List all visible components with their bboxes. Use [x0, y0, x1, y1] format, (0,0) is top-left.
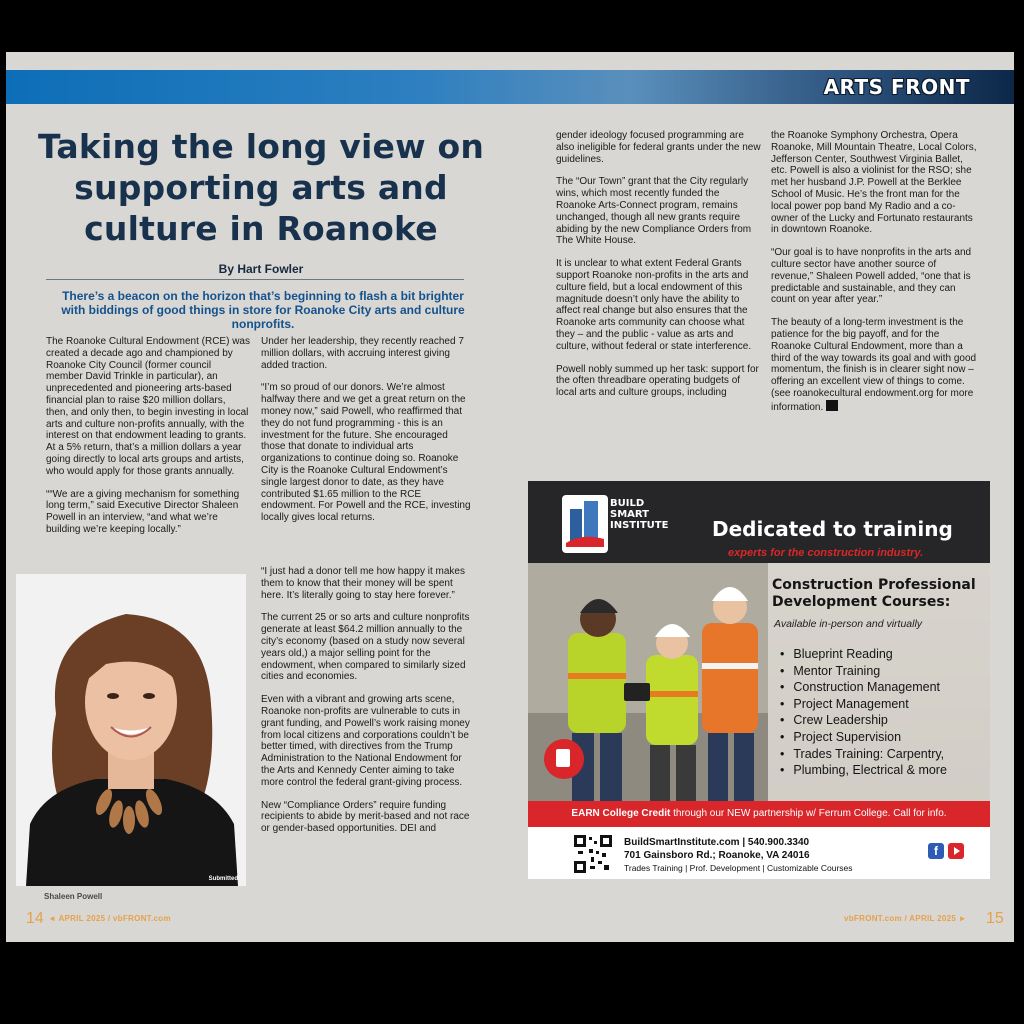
paragraph: Even with a vibrant and growing arts scene, Roanoke non-profits are vulnerable to cuts in grant funding, and Powell’s work raising money from local citizens and corporations couldn’t be better timed, with directives from the Trump Administration to the National Endowment for the Arts and Kennedy Center aiming to take more control the federal grant-giving process. [261, 694, 470, 788]
section-label: ARTS FRONT [823, 75, 970, 99]
course-item: • Construction Management [780, 679, 947, 696]
ad-services: Trades Training | Prof. Development | Customizable Courses [624, 863, 853, 873]
paragraph: It is unclear to what extent Federal Grants support Roanoke non-profits in the arts and culture field, but a local endowment of this magnitude doesn’t only have the ability to affect real change but also ensures that the Roanoke arts community can choose what they – and the public - value as arts and culture, without federal or state interference. [556, 258, 752, 352]
logo-line: BUILD [610, 498, 645, 509]
banner-bold: EARN College Credit [571, 808, 671, 819]
paragraph: The “Our Town” grant that the City regularly wins, which most recently funded the Roanoke Arts-Connect program, remains unchanged, though all new grants require abiding by the new Compliance Orders from The White House. [556, 176, 752, 247]
logo-line: SMART [610, 509, 649, 520]
magazine-spread [6, 52, 1014, 942]
article-column-2-bottom [261, 566, 471, 846]
course-item: • Mentor Training [780, 663, 947, 680]
course-list [780, 646, 947, 779]
youtube-icon[interactable] [948, 843, 964, 859]
right-folio: vbFRONT.com / APRIL 2025 ► [844, 914, 967, 923]
paragraph: “I’m so proud of our donors. We’re almost halfway there and we get a great return on the money now,” said Powell, who reaffirmed that they do not fund programming - this is an investment for the future. She encouraged those that donate to individual arts organizations to continue doing so. Roanoke City is the Roanoke Cultural Endowment’s single largest donor to date, as they have contributed $1.65 million to the RCE endowment. For Powell and the RCE, investing locally gives local returns. [261, 382, 471, 524]
ad-subhead: experts for the construction industry. [728, 547, 924, 559]
right-page-number: 15 [986, 910, 1004, 927]
article-column-2-top [261, 336, 471, 535]
build-smart-logo [562, 495, 680, 553]
ad-headline: Dedicated to training [712, 517, 953, 541]
left-folio: ◄ APRIL 2025 / vbFRONT.com [48, 914, 171, 923]
course-item: • Project Management [780, 696, 947, 713]
ad-course-note: Available in-person and virtually [774, 618, 923, 630]
photo-credit: Submitted [208, 876, 238, 882]
qr-code-icon [574, 835, 612, 873]
ad-course-title: Construction Professional Development Courses: [772, 577, 976, 610]
article-column-3 [556, 130, 761, 410]
paragraph: Powell nobly summed up her task: support for the often threadbare operating budgets of local arts and culture groups, including [556, 363, 759, 399]
article-column-4 [771, 130, 979, 425]
banner-text: through our NEW partnership w/ Ferrum College. Call for info. [670, 808, 947, 819]
paragraph: New “Compliance Orders” require funding recipients to abide by merit-based and not race or gender-based opportunities. DEI and [261, 799, 470, 835]
ad-website[interactable]: BuildSmartInstitute.com | 540.900.3340 [624, 837, 810, 848]
ad-credit-banner [528, 801, 990, 827]
ad-contact-info [624, 836, 853, 875]
paragraph [771, 317, 979, 413]
paragraph: the Roanoke Symphony Orchestra, Opera Roanoke, Mill Mountain Theatre, Local Colors, Jefferson Center, Southwest Virginia Ballet, etc. Powell is also a violinist for the RSO; she met her husband J.P. Powell at the Berklee School of Music. He’s the front man for the local power pop band My Radio and a co-owner of the Lucky and Fortunato restaurants in downtown Roanoke. [771, 130, 977, 236]
build-smart-advertisement [528, 481, 990, 879]
portrait-photo [16, 574, 246, 886]
paragraph: “Our goal is to have nonprofits in the arts and culture sector have another source of revenue,” Shaleen Powell added, “one that is predictable and sustainable, and they can count on year after year.” [771, 247, 972, 306]
logo-wordmark [610, 498, 668, 531]
facebook-icon[interactable]: f [928, 843, 944, 859]
article-byline: By Hart Fowler [218, 262, 304, 276]
article-deck: There’s a beacon on the horizon that’s beginning to flash a bit brighter with biddings of good things in store for Roanoke City arts and culture nonprofits. [61, 289, 465, 331]
article-headline: Taking the long view on supporting arts and culture in Roanoke [37, 127, 485, 248]
ad-address: 701 Gainsboro Rd.; Roanoke, VA 24016 [624, 850, 810, 861]
ad-header [528, 481, 990, 563]
portrait-illustration [16, 574, 246, 886]
paragraph: gender ideology focused programming are also ineligible for federal grants under the new guidelines. [556, 130, 761, 165]
article-column-1 [46, 336, 250, 547]
course-item: • Blueprint Reading [780, 646, 947, 663]
paragraph: The Roanoke Cultural Endowment (RCE) was created a decade ago and championed by Roanoke City Council (former council member David Trinkle in particular), an unprecedented and pioneering arts-based financial plan to raise $20 million dollars, then, and only then, to begin investing in local arts and culture non-profits annually, with the interest on that endowment leading to grants. At a 5% return, that’s a million dollars a year going directly to local arts groups and artists, who would apply for those grants annually. [46, 336, 250, 477]
byline-divider [46, 279, 464, 280]
course-item: • Project Supervision [780, 729, 947, 746]
end-mark-icon [826, 400, 838, 411]
paragraph: The current 25 or so arts and culture nonprofits generate at least $64.2 million annually to the city’s economy (based on a study now several years old,) a major selling point for the endowment, when compared to similarly sized cities and economies. [261, 612, 470, 683]
ad-contact-strip [528, 827, 990, 879]
left-page-number: 14 [26, 910, 44, 927]
course-item: • Plumbing, Electrical & more [780, 762, 947, 779]
course-item: • Trades Training: Carpentry, [780, 746, 947, 763]
section-header-bar [6, 70, 1014, 104]
logo-line: INSTITUTE [610, 520, 669, 531]
building-icon [562, 495, 608, 553]
ad-workers-photo [528, 563, 990, 801]
paragraph: Under her leadership, they recently reached 7 million dollars, with accruing interest giving added traction. [261, 336, 464, 371]
paragraph: ““We are a giving mechanism for something long term,” said Executive Director Shaleen Powell in an interview, “and what we’re building we’re keeping locally.” [46, 488, 240, 535]
course-item: • Crew Leadership [780, 712, 947, 729]
paragraph: “I just had a donor tell me how happy it makes them to know that their money will be spent here. It’s literally going to stay here forever.” [261, 566, 465, 601]
closing-text: The beauty of a long-term investment is the patience for the big payoff, and for the Roanoke Cultural Endowment, more than a third of the way towards its goal and with good momentum, the finish is in clearer sight now – offering an excellent view of things to come. (see roanokecultural endowment.org for more information. [771, 317, 977, 413]
photo-caption: Shaleen Powell [44, 892, 103, 901]
